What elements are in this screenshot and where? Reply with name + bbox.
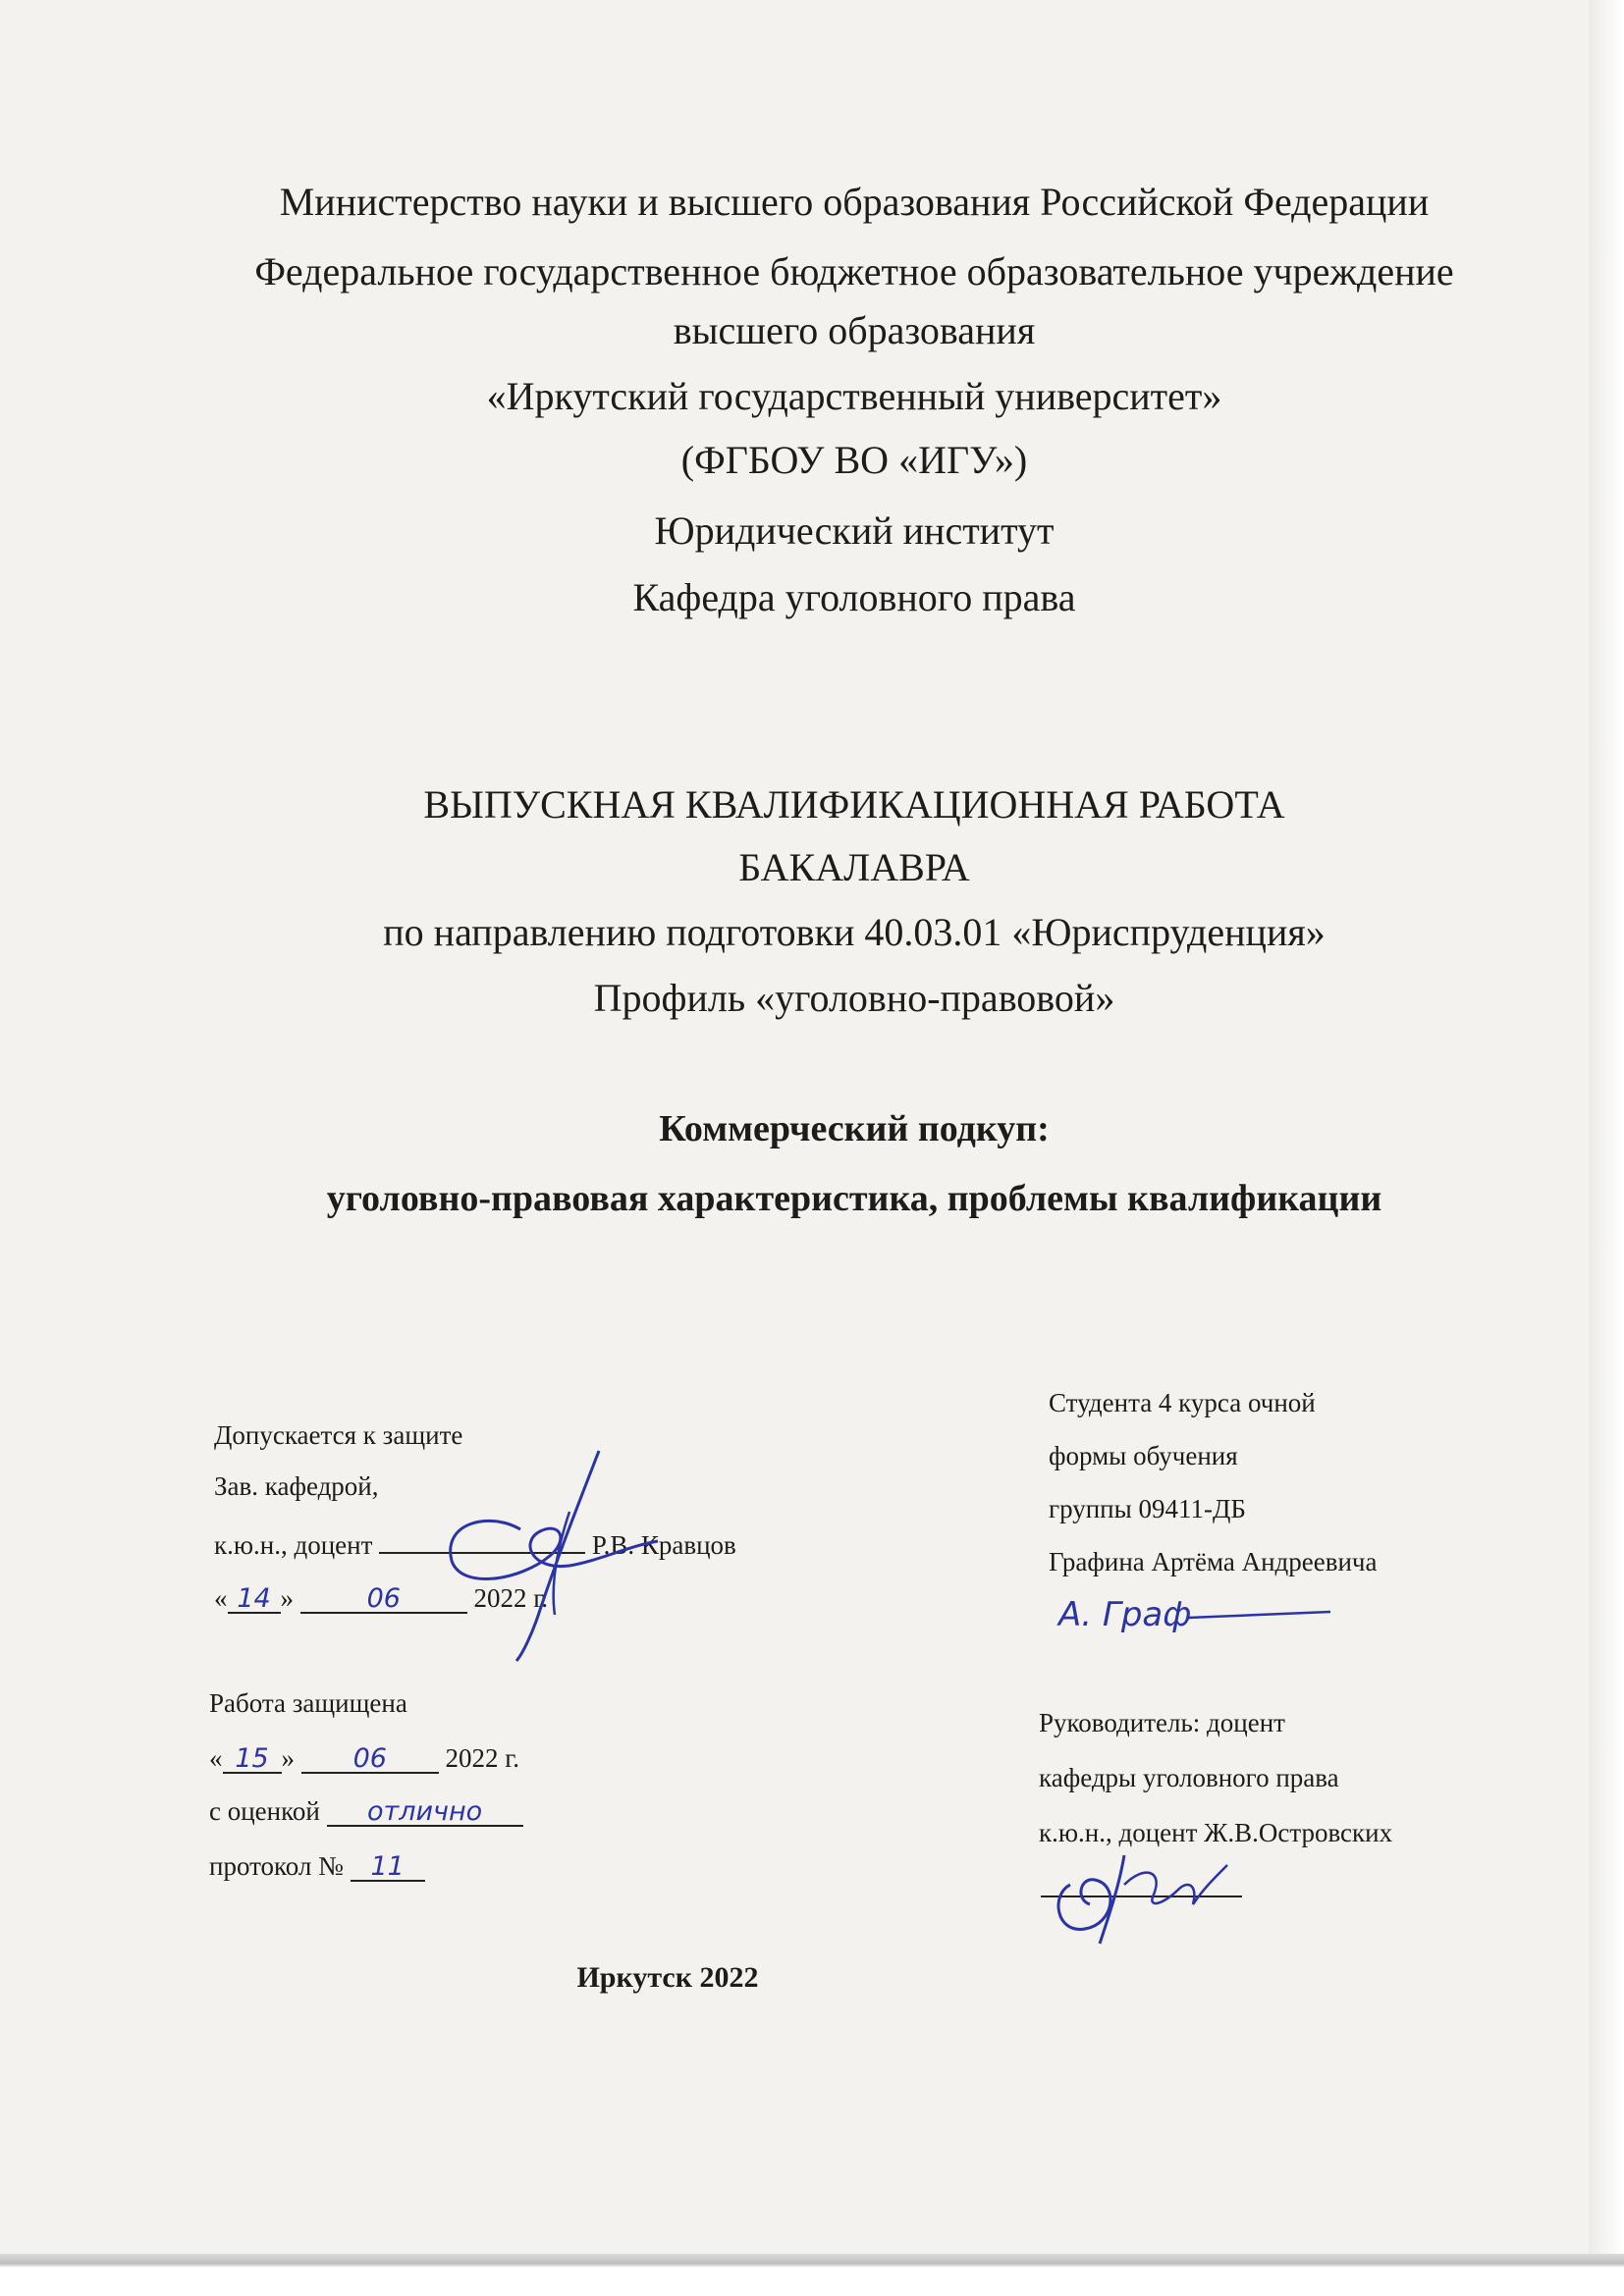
admission-label: Допускается к защите bbox=[214, 1420, 463, 1450]
admission-day-handwritten: 14 bbox=[228, 1585, 281, 1614]
protocol-label: протокол № bbox=[209, 1851, 344, 1881]
grade-line bbox=[209, 1798, 523, 1827]
defense-label: Работа защищена bbox=[209, 1688, 407, 1718]
student-signature: А. Граф bbox=[1058, 1595, 1192, 1634]
university-name: «Иркутский государственный университет» bbox=[486, 374, 1222, 418]
defense-date-line bbox=[209, 1745, 519, 1774]
university-abbreviation: (ФГБОУ ВО «ИГУ») bbox=[680, 438, 1028, 482]
topic-title-line1: Коммерческий подкуп: bbox=[659, 1108, 1050, 1149]
work-type-line2: БАКАЛАВРА bbox=[738, 845, 970, 889]
institution-level-line: высшего образования bbox=[673, 308, 1036, 352]
city-year: Иркутск 2022 bbox=[576, 1961, 759, 1994]
admission-month-handwritten: 06 bbox=[300, 1585, 467, 1614]
student-signature-stroke bbox=[1041, 1590, 1335, 1659]
work-type-line1: ВЫПУСКНАЯ КВАЛИФИКАЦИОННАЯ РАБОТА bbox=[423, 782, 1285, 827]
profile-line: Профиль «уголовно-правовой» bbox=[593, 976, 1115, 1020]
page-bottom-edge bbox=[0, 2254, 1624, 2296]
defense-year: 2022 г. bbox=[445, 1743, 520, 1773]
supervisor-role: Руководитель: доцент bbox=[1039, 1708, 1285, 1737]
date-quote-close: » bbox=[280, 1583, 294, 1613]
student-group: группы 09411-ДБ bbox=[1049, 1494, 1246, 1523]
defense-quote-close: » bbox=[281, 1743, 295, 1773]
department-name: Кафедра уголовного права bbox=[632, 575, 1076, 619]
head-signature-image bbox=[422, 1443, 677, 1669]
supervisor-name: к.ю.н., доцент Ж.В.Островских bbox=[1039, 1818, 1393, 1847]
defense-month-handwritten: 06 bbox=[301, 1745, 439, 1774]
admission-year: 2022 г. bbox=[473, 1583, 549, 1613]
protocol-number-handwritten: 11 bbox=[351, 1853, 425, 1882]
institution-type-line: Федеральное государственное бюджетное образовательное учреждение bbox=[254, 249, 1454, 294]
institute-name: Юридический институт bbox=[654, 508, 1055, 553]
direction-line: по направлению подготовки 40.03.01 «Юриспруденция» bbox=[383, 910, 1326, 954]
topic-title-line2: уголовно-правовая характеристика, проблемы квалификации bbox=[326, 1178, 1382, 1219]
head-name: Р.В. Кравцов bbox=[591, 1530, 736, 1560]
page-edge-shadow bbox=[1589, 0, 1624, 2296]
ministry-line: Министерство науки и высшего образования Российской Федерации bbox=[279, 180, 1430, 224]
student-form-line: формы обучения bbox=[1049, 1441, 1238, 1470]
head-degree: к.ю.н., доцент bbox=[214, 1530, 373, 1560]
head-of-department-label: Зав. кафедрой, bbox=[214, 1471, 379, 1501]
supervisor-signature-image bbox=[1031, 1845, 1257, 1953]
student-course-line: Студента 4 курса очной bbox=[1049, 1388, 1316, 1417]
grade-label: с оценкой bbox=[209, 1796, 320, 1826]
grade-handwritten: отлично bbox=[327, 1798, 523, 1827]
supervisor-department: кафедры уголовного права bbox=[1039, 1763, 1339, 1792]
defense-day-handwritten: 15 bbox=[223, 1745, 282, 1774]
protocol-line bbox=[209, 1853, 425, 1882]
defense-quote-open: « bbox=[209, 1743, 223, 1773]
student-name: Графина Артёма Андреевича bbox=[1049, 1547, 1378, 1576]
date-quote-open: « bbox=[214, 1583, 228, 1613]
